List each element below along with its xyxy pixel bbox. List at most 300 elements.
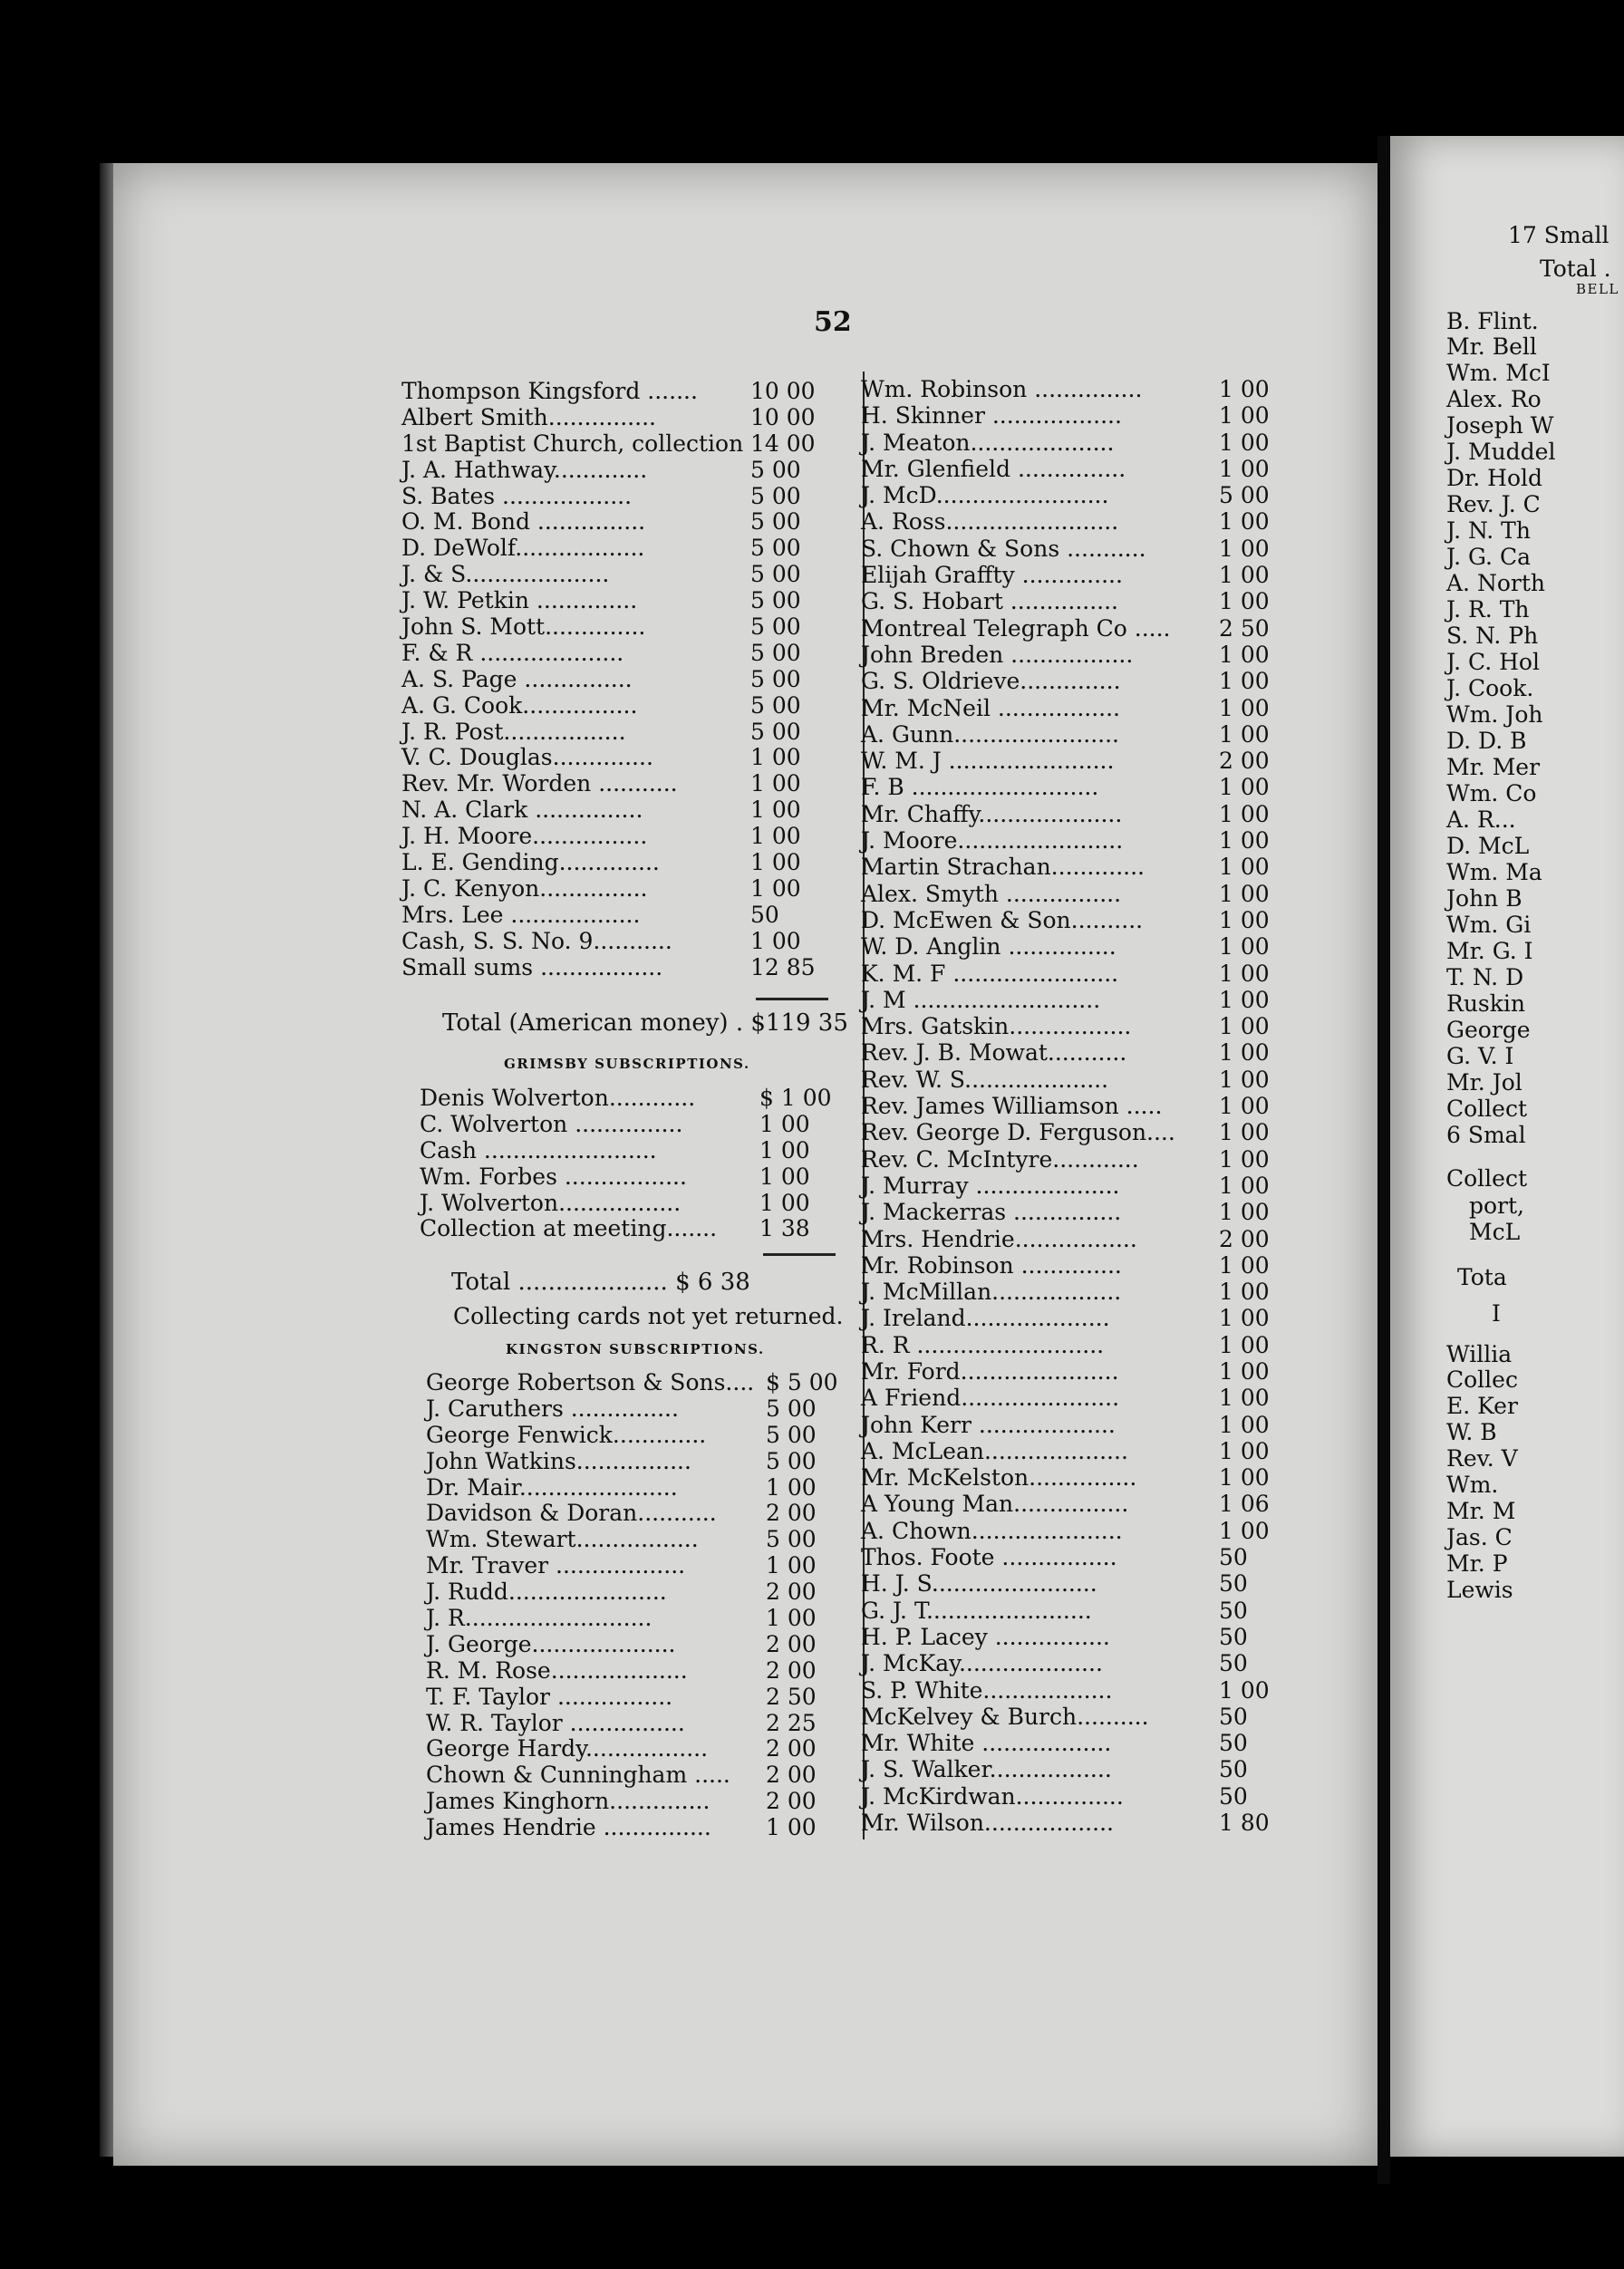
entry-amount: 1 00	[1219, 694, 1270, 721]
entry-amount: 1 00	[1219, 800, 1270, 827]
entry-amount: 1 00	[1219, 562, 1270, 589]
entry-row	[401, 824, 836, 850]
entry-name: Chown & Cunningham .....	[426, 1762, 730, 1789]
entry-amount: 5 00	[750, 639, 801, 666]
entry-amount: 2 00	[766, 1579, 817, 1606]
entry-amount: 1 00	[1219, 1013, 1270, 1040]
entry-amount: 1 00	[1219, 668, 1270, 695]
entry-name: Wm. Stewart.................	[426, 1526, 699, 1553]
entry-row	[401, 562, 836, 588]
entry-amount: $ 1 00	[759, 1085, 832, 1111]
entry-name: A. McLean....................	[861, 1437, 1128, 1464]
entry-name: Wm. Forbes .................	[420, 1163, 687, 1190]
entry-row	[861, 1412, 1314, 1438]
entry-row	[426, 1736, 852, 1762]
entry-row	[861, 1650, 1314, 1676]
entry-row	[420, 1112, 846, 1138]
right-page-fragment: Tota	[1457, 1264, 1507, 1290]
american-total-row	[442, 1009, 848, 1037]
entry-name: J. McMillan..................	[861, 1279, 1122, 1306]
entry-amount: 5 00	[750, 691, 801, 719]
entry-amount: 1 00	[1219, 588, 1270, 615]
entry-row	[420, 1216, 846, 1242]
grimsby-total-amount: $ 6 38	[675, 1269, 750, 1296]
entry-amount: 1 00	[1219, 376, 1270, 402]
entry-amount: 1 00	[750, 849, 801, 876]
entry-row	[861, 1464, 1314, 1491]
entry-name: J. S. Walker.................	[861, 1756, 1112, 1783]
entry-name: George Hardy.................	[426, 1735, 709, 1762]
entry-name: J. M ..........................	[861, 986, 1101, 1013]
entry-row	[401, 614, 836, 641]
entry-row	[861, 588, 1314, 614]
entry-amount: 1 00	[1219, 880, 1270, 907]
entry-name: V. C. Douglas..............	[401, 744, 653, 771]
entry-row	[861, 801, 1314, 827]
entry-row	[861, 1730, 1314, 1756]
entry-amount: 1 06	[1219, 1491, 1270, 1518]
entry-amount: 1 00	[1219, 1251, 1270, 1279]
right-page-fragment: Lewis	[1446, 1577, 1513, 1603]
entry-amount: 5 00	[750, 482, 801, 509]
entry-row	[401, 484, 836, 510]
entry-name: H. P. Lacey ................	[861, 1623, 1110, 1650]
entry-amount: 50	[1219, 1756, 1248, 1783]
total-label: Total (American money) .	[442, 1009, 744, 1037]
right-page-fragment: I	[1492, 1300, 1501, 1327]
entry-row	[861, 1385, 1314, 1411]
right-page-fragment: J. Muddel	[1446, 439, 1556, 465]
entry-amount: 10 00	[750, 403, 816, 430]
entry-amount: 1 00	[1219, 933, 1270, 961]
entry-name: Small sums .................	[401, 953, 663, 980]
entry-name: Mr. McKelston...............	[861, 1464, 1137, 1492]
entry-row	[861, 1598, 1314, 1624]
entry-row	[401, 536, 836, 562]
entry-amount: 1 00	[750, 770, 801, 797]
entry-row	[401, 929, 836, 955]
entry-row	[401, 850, 836, 876]
entry-row	[426, 1762, 852, 1789]
entry-row	[861, 961, 1314, 987]
entry-name: Rev. James Williamson .....	[861, 1093, 1163, 1120]
entry-name: Wm. Robinson ...............	[861, 376, 1143, 402]
entry-name: James Kinghorn..............	[426, 1788, 710, 1815]
entry-name: S. P. White..................	[861, 1676, 1113, 1704]
entry-row	[426, 1370, 852, 1396]
entry-name: G. S. Hobart ...............	[861, 588, 1119, 615]
entry-row	[861, 1199, 1314, 1225]
entry-row	[861, 1438, 1314, 1464]
entry-row	[401, 719, 836, 746]
grimsby-entries	[420, 1086, 846, 1242]
entry-amount: 1 00	[1219, 535, 1270, 562]
right-page-fragment: Wm.	[1446, 1472, 1499, 1498]
entry-row	[861, 1783, 1314, 1810]
right-page-fragment: W. B	[1446, 1419, 1497, 1445]
entry-name: Cash, S. S. No. 9...........	[401, 927, 672, 954]
entry-name: W. D. Anglin ...............	[861, 933, 1116, 961]
entry-name: Mr. Wilson..................	[861, 1810, 1114, 1837]
entry-row	[861, 615, 1314, 642]
entry-name: R. R ..........................	[861, 1331, 1105, 1358]
entry-amount: 2 00	[766, 1762, 817, 1789]
entry-amount: 1 00	[766, 1552, 817, 1579]
entry-row	[861, 1226, 1314, 1252]
entry-name: Mr. Ford......................	[861, 1357, 1119, 1385]
entry-name: A. Gunn.......................	[861, 720, 1119, 748]
entry-amount: 1 00	[1219, 1331, 1270, 1358]
entry-row	[861, 1756, 1314, 1782]
right-page-fragment: Alex. Ro	[1446, 386, 1542, 412]
entry-name: Dr. Mair......................	[426, 1473, 678, 1501]
entry-amount: 2 00	[766, 1788, 817, 1815]
entry-row	[401, 588, 836, 614]
entry-name: D. DeWolf..................	[401, 535, 645, 562]
entry-name: A. G. Cook................	[401, 691, 638, 719]
entry-amount: 1 00	[759, 1189, 810, 1216]
entry-row	[426, 1579, 852, 1606]
entry-amount: 5 00	[750, 561, 801, 588]
entry-row	[420, 1086, 846, 1112]
entry-row	[861, 987, 1314, 1013]
entry-row	[401, 641, 836, 667]
entry-amount: 2 00	[766, 1735, 817, 1762]
column-2-entries	[861, 376, 1314, 1836]
entry-name: J. McD........................	[861, 482, 1109, 509]
right-page-fragment: Jas. C	[1446, 1524, 1513, 1550]
entry-name: McKelvey & Burch..........	[861, 1703, 1149, 1730]
entry-name: Cash ........................	[420, 1136, 657, 1163]
right-page-fragment: Mr. Bell	[1446, 333, 1537, 360]
entry-row	[426, 1553, 852, 1579]
entry-name: Rev. C. McIntyre............	[861, 1145, 1139, 1173]
entry-name: A. Ross........................	[861, 508, 1119, 536]
entry-row	[861, 1119, 1314, 1145]
entry-name: John S. Mott..............	[401, 613, 646, 641]
entry-row	[861, 1173, 1314, 1199]
grimsby-note: Collecting cards not yet returned.	[453, 1303, 844, 1329]
entry-name: Alex. Smyth ................	[861, 880, 1122, 907]
entry-amount: 2 00	[1219, 748, 1270, 775]
entry-amount: 1 00	[1219, 1305, 1270, 1332]
entry-row	[861, 1358, 1314, 1385]
entry-amount: 1 00	[1219, 455, 1270, 482]
grimsby-total-row	[451, 1269, 750, 1296]
entry-amount: 12 85	[750, 953, 816, 980]
entry-row	[861, 774, 1314, 800]
entry-name: Montreal Telegraph Co .....	[861, 614, 1171, 642]
entry-amount: 2 00	[766, 1630, 817, 1657]
right-page-fragment: BELL	[1576, 281, 1619, 297]
right-page-fragment: J. Cook.	[1446, 675, 1534, 701]
kingston-heading: KINGSTON SUBSCRIPTIONS.	[506, 1341, 765, 1357]
column-1-entries	[401, 379, 836, 980]
entry-name: S. Chown & Sons ...........	[861, 535, 1146, 562]
entry-amount: 1 00	[1219, 1464, 1270, 1492]
entry-row	[861, 1677, 1314, 1704]
right-page-fragment: Joseph W	[1446, 412, 1554, 439]
entry-amount: 1 38	[759, 1215, 810, 1242]
entry-name: Mr. Chaffy....................	[861, 800, 1123, 827]
right-page-fragment: J. N. Th	[1446, 517, 1531, 544]
entry-row	[861, 642, 1314, 668]
entry-amount: 1 00	[766, 1473, 817, 1501]
entry-amount: 1 00	[750, 797, 801, 824]
entry-amount: 1 00	[1219, 402, 1270, 430]
entry-amount: 1 00	[1219, 960, 1270, 987]
right-page-fragment: J. G. Ca	[1446, 544, 1531, 570]
right-page-fragment: B. Flint.	[1446, 308, 1539, 334]
entry-row	[401, 405, 836, 431]
entry-row	[426, 1475, 852, 1501]
right-page-fragment: Collec	[1446, 1366, 1518, 1393]
entry-name: J. McKay....................	[861, 1650, 1103, 1677]
entry-amount: 1 00	[1219, 641, 1270, 668]
entry-row	[861, 402, 1314, 429]
entry-name: Mrs. Gatskin.................	[861, 1013, 1132, 1040]
entry-row	[420, 1138, 846, 1164]
entry-amount: 2 50	[1219, 614, 1270, 642]
entry-amount: 1 00	[1219, 1119, 1270, 1146]
entry-name: J. A. Hathway.............	[401, 456, 648, 483]
entry-row	[861, 695, 1314, 721]
entry-name: George Robertson & Sons....	[426, 1369, 755, 1395]
entry-row	[861, 1518, 1314, 1544]
entry-name: L. E. Gending..............	[401, 849, 660, 876]
entry-row	[861, 508, 1314, 535]
right-page-fragment: George	[1446, 1017, 1531, 1043]
right-page-fragment: G. V. I	[1446, 1043, 1514, 1069]
entry-name: H. Skinner ..................	[861, 402, 1122, 430]
entry-row	[861, 536, 1314, 562]
entry-name: George Fenwick.............	[426, 1421, 707, 1448]
entry-amount: 1 00	[1219, 1357, 1270, 1385]
entry-name: J. Moore.......................	[861, 827, 1124, 854]
entry-amount: 1 00	[750, 744, 801, 771]
entry-row	[861, 1570, 1314, 1597]
entry-amount: 2 25	[766, 1709, 817, 1736]
entry-amount: $ 5 00	[766, 1369, 838, 1395]
entry-amount: 5 00	[766, 1395, 817, 1422]
entry-name: F. B ..........................	[861, 774, 1099, 801]
grimsby-rule	[763, 1253, 836, 1256]
entry-amount: 1 00	[1219, 827, 1270, 854]
entry-row	[426, 1527, 852, 1553]
entry-amount: 5 00	[766, 1421, 817, 1448]
entry-name: Collection at meeting.......	[420, 1215, 718, 1242]
entry-amount: 1 00	[1219, 1172, 1270, 1199]
right-page-fragment: Mr. Jol	[1446, 1069, 1522, 1096]
entry-row	[401, 771, 836, 797]
right-page-fragment: Total .	[1540, 256, 1611, 282]
entry-name: A. Chown.....................	[861, 1517, 1123, 1544]
right-page-fragment: Rev. V	[1446, 1445, 1518, 1472]
entry-name: Rev. George D. Ferguson....	[861, 1119, 1175, 1146]
entry-amount: 1 00	[1219, 508, 1270, 536]
right-page-fragment: T. N. D	[1446, 964, 1524, 990]
entry-amount: 1 00	[1219, 1039, 1270, 1067]
entry-row	[861, 1624, 1314, 1650]
entry-name: Albert Smith...............	[401, 403, 656, 430]
entry-amount: 5 00	[750, 718, 801, 745]
entry-name: Martin Strachan.............	[861, 854, 1145, 881]
entry-amount: 5 00	[766, 1447, 817, 1474]
entry-name: J. R. Post.................	[401, 718, 626, 745]
entry-row	[861, 1810, 1314, 1836]
entry-amount: 1 00	[1219, 1093, 1270, 1120]
right-page-fragment: A. North	[1446, 570, 1545, 596]
entry-amount: 2 00	[766, 1656, 817, 1684]
entry-row	[861, 854, 1314, 880]
entry-amount: 1 00	[1219, 1517, 1270, 1544]
right-page-fragment: J. R. Th	[1446, 596, 1530, 623]
right-page-fragment: D. McL	[1446, 833, 1530, 859]
entry-name: F. & R ....................	[401, 639, 624, 666]
entry-name: K. M. F .......................	[861, 960, 1119, 987]
entry-amount: 1 00	[766, 1605, 817, 1632]
entry-row	[401, 379, 836, 405]
entry-name: J. Ireland....................	[861, 1305, 1110, 1332]
entry-amount: 1 80	[1219, 1810, 1270, 1837]
entry-row	[861, 881, 1314, 907]
entry-amount: 50	[1219, 1570, 1248, 1598]
right-page-fragment: Wm. Co	[1446, 780, 1537, 806]
entry-name: Davidson & Doran...........	[426, 1500, 717, 1527]
right-page-fragment: John B	[1446, 885, 1522, 912]
entry-amount: 5 00	[750, 535, 801, 562]
entry-amount: 1 00	[1219, 1385, 1270, 1412]
entry-amount: 1 00	[750, 927, 801, 954]
entry-row	[861, 1332, 1314, 1358]
entry-amount: 5 00	[766, 1526, 817, 1553]
entry-name: J. H. Moore................	[401, 823, 648, 850]
entry-name: H. J. S.......................	[861, 1570, 1097, 1598]
entry-name: John Kerr ...................	[861, 1411, 1116, 1438]
entry-row	[401, 797, 836, 824]
entry-amount: 10 00	[750, 378, 816, 404]
entry-amount: 50	[1219, 1597, 1248, 1624]
entry-amount: 2 00	[1219, 1225, 1270, 1252]
entry-amount: 1 00	[1219, 1066, 1270, 1093]
entry-name: Denis Wolverton............	[420, 1085, 696, 1111]
entry-amount: 1 00	[1219, 906, 1270, 933]
entry-name: A. S. Page ...............	[401, 665, 633, 692]
entry-row	[861, 1252, 1314, 1279]
entry-amount: 5 00	[750, 508, 801, 536]
right-page-fragment: D. D. B	[1446, 728, 1527, 754]
entry-amount: 1 00	[1219, 1437, 1270, 1464]
entry-row	[426, 1449, 852, 1475]
entry-name: G. S. Oldrieve..............	[861, 668, 1121, 695]
entry-name: J. W. Petkin ..............	[401, 587, 638, 614]
entry-name: Mr. White ..................	[861, 1730, 1112, 1757]
kingston-entries	[426, 1370, 852, 1841]
right-page-fragment: Mr. P	[1446, 1550, 1508, 1577]
entry-row	[426, 1632, 852, 1658]
entry-amount: 1 00	[1219, 1676, 1270, 1704]
entry-amount: 1 00	[766, 1814, 817, 1841]
right-page-fragment: S. N. Ph	[1446, 623, 1539, 649]
right-page-fragment: port,	[1469, 1192, 1524, 1219]
entry-name: C. Wolverton ...............	[420, 1110, 683, 1137]
entry-name: J. Wolverton.................	[420, 1189, 682, 1216]
entry-name: Rev. J. B. Mowat...........	[861, 1039, 1127, 1067]
entry-amount: 50	[1219, 1782, 1248, 1810]
entry-amount: 50	[1219, 1730, 1248, 1757]
entry-name: 1st Baptist Church, collection	[401, 430, 744, 457]
entry-amount: 1 00	[1219, 986, 1270, 1013]
entry-name: N. A. Clark ...............	[401, 797, 643, 824]
entry-row	[861, 668, 1314, 694]
right-page-fragment: McL	[1469, 1219, 1521, 1245]
entry-row	[401, 955, 836, 981]
entry-name: Rev. W. S....................	[861, 1066, 1109, 1093]
entry-name: G. J. T.......................	[861, 1597, 1092, 1624]
entry-row	[861, 1305, 1314, 1331]
entry-row	[426, 1658, 852, 1685]
entry-row	[420, 1164, 846, 1191]
entry-row	[401, 458, 836, 484]
entry-row	[861, 827, 1314, 854]
right-page-fragment: Wm. Ma	[1446, 859, 1542, 885]
entry-amount: 14 00	[750, 430, 816, 457]
entry-amount: 1 00	[1219, 720, 1270, 748]
entry-name: R. M. Rose...................	[426, 1656, 688, 1684]
entry-amount: 1 00	[1219, 1145, 1270, 1173]
right-page-fragment: E. Ker	[1446, 1393, 1518, 1419]
entry-amount: 1 00	[1219, 854, 1270, 881]
entry-name: D. McEwen & Son..........	[861, 906, 1144, 933]
entry-amount: 50	[1219, 1650, 1248, 1677]
entry-row	[861, 482, 1314, 508]
entry-name: A Young Man................	[861, 1491, 1129, 1518]
entry-name: Mrs. Lee ..................	[401, 901, 641, 928]
right-page-fragment: Dr. Hold	[1446, 465, 1542, 491]
entry-row	[861, 1491, 1314, 1517]
entry-row	[861, 1093, 1314, 1119]
right-page-fragment: J. C. Hol	[1446, 649, 1540, 675]
entry-amount: 5 00	[750, 456, 801, 483]
entry-name: J. Rudd......................	[426, 1579, 667, 1606]
entry-name: T. F. Taylor ................	[426, 1683, 673, 1710]
entry-name: J. Meaton....................	[861, 429, 1115, 456]
total-rule	[756, 998, 828, 1000]
entry-name: J. & S....................	[401, 561, 610, 588]
right-page-fragment: Wm. Gi	[1446, 912, 1532, 938]
entry-row	[861, 721, 1314, 748]
page-gutter	[1378, 136, 1390, 2184]
entry-row	[401, 903, 836, 929]
entry-row	[426, 1396, 852, 1423]
entry-row	[426, 1685, 852, 1711]
entry-row	[861, 562, 1314, 588]
entry-row	[426, 1815, 852, 1841]
entry-name: J. George....................	[426, 1630, 676, 1657]
entry-amount: 1 00	[759, 1136, 810, 1163]
right-page-fragment: Wm. McI	[1446, 360, 1551, 386]
right-page-fragment: Wm. Joh	[1446, 701, 1543, 728]
entry-amount: 1 00	[750, 823, 801, 850]
entry-name: W. R. Taylor ................	[426, 1709, 685, 1736]
entry-name: J. McKirdwan...............	[861, 1782, 1124, 1810]
right-page-fragment: Rev. J. C	[1446, 491, 1541, 517]
right-page-fragment: Mr. M	[1446, 1498, 1516, 1524]
entry-row	[861, 456, 1314, 482]
entry-amount: 5 00	[1219, 482, 1270, 509]
entry-row	[861, 1146, 1314, 1173]
entry-amount: 50	[1219, 1623, 1248, 1650]
